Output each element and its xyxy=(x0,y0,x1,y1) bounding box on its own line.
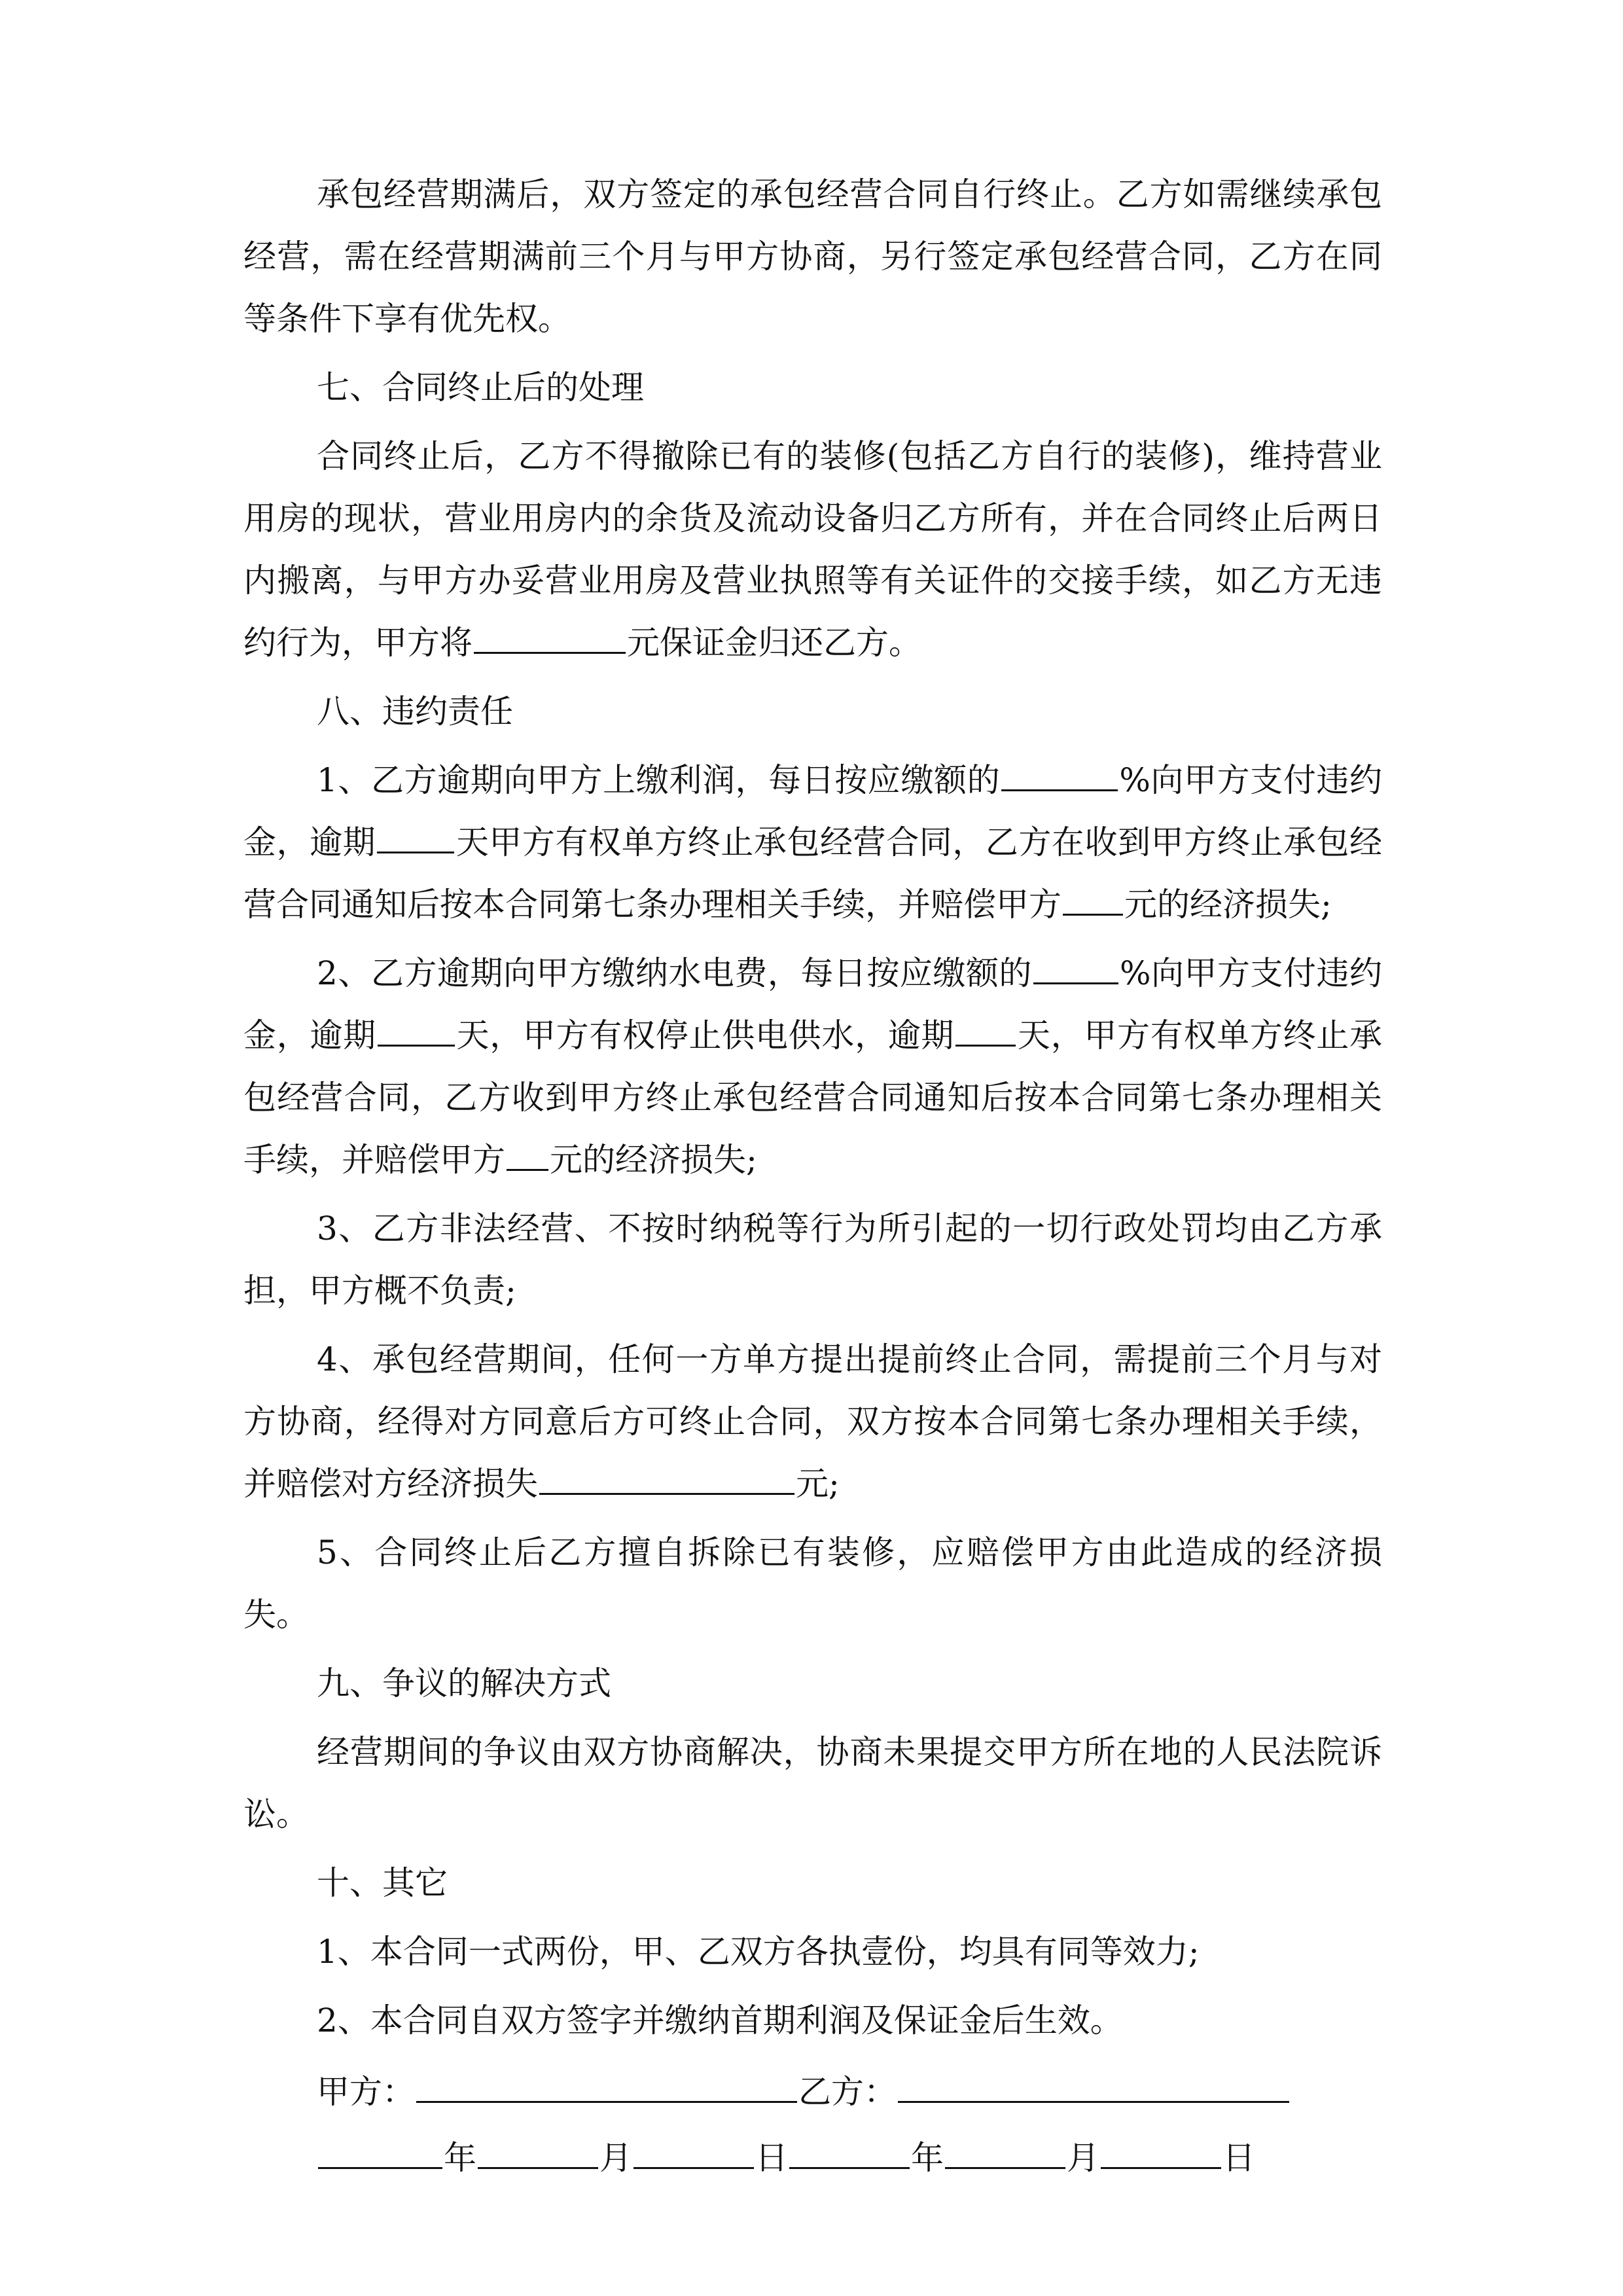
penalty-rate-blank xyxy=(1001,751,1118,791)
paragraph-termination-handling xyxy=(243,425,1382,674)
paragraph-breach-2 xyxy=(243,942,1382,1191)
text-segment: 天，甲方有权单方终止承包经营合同，乙方收到甲方终止承包经营合同通知后按本合同第七条办理相关手续，并赔偿甲方 xyxy=(243,1016,1383,1179)
text-segment: 元保证金归还乙方。 xyxy=(627,624,921,662)
paragraph-breach-5: 5、合同终止后乙方擅自拆除已有装修，应赔偿甲方由此造成的经济损失。 xyxy=(243,1534,1382,1634)
compensation-amount-blank xyxy=(539,1455,794,1495)
heading-section-10: 十、其它 xyxy=(317,1864,448,1902)
month-blank xyxy=(945,2129,1065,2169)
text-segment: 元的经济损失; xyxy=(1124,886,1332,924)
paragraph-contract-renewal: 承包经营期满后，双方签定的承包经营合同自行终止。乙方如需继续承包经营，需在经营期满前三个月与甲方协商，另行签定承包经营合同，乙方在同等条件下享有优先权。 xyxy=(243,175,1382,338)
overdue-days-blank xyxy=(378,1007,455,1047)
text-segment: 天，甲方有权停止供电供水，逾期 xyxy=(455,1016,955,1054)
text-segment: %向甲方支付违约金，逾期 xyxy=(243,761,1383,861)
day-blank xyxy=(1101,2129,1221,2169)
year-blank xyxy=(318,2129,442,2169)
signature-line xyxy=(243,2061,1382,2123)
date-line xyxy=(243,2127,1382,2189)
party-a-signature-blank xyxy=(416,2063,797,2103)
day-label: 日 xyxy=(755,2139,788,2177)
heading-section-9: 九、争议的解决方式 xyxy=(317,1664,611,1702)
paragraph-effective: 2、本合同自双方签字并缴纳首期利润及保证金后生效。 xyxy=(317,2001,1123,2039)
year-label: 年 xyxy=(444,2139,476,2177)
month-label: 月 xyxy=(599,2139,632,2177)
heading-section-7: 七、合同终止后的处理 xyxy=(317,368,644,406)
paragraph-breach-4 xyxy=(243,1329,1382,1515)
penalty-rate-blank xyxy=(1033,944,1118,984)
paragraph-copies: 1、本合同一式两份，甲、乙双方各执壹份，均具有同等效力; xyxy=(317,1933,1200,1971)
year-label: 年 xyxy=(911,2139,944,2177)
paragraph-breach-1 xyxy=(243,749,1382,936)
contract-body xyxy=(243,164,1382,2189)
overdue-days-blank xyxy=(377,814,454,853)
year-blank xyxy=(789,2129,910,2169)
text-segment: %向甲方支付违约金，逾期 xyxy=(243,954,1383,1054)
text-segment: 2、乙方逾期向甲方缴纳水电费，每日按应缴额的 xyxy=(317,954,1032,992)
overdue-days-blank xyxy=(955,1007,1016,1047)
party-b-signature-blank xyxy=(898,2063,1289,2103)
text-segment: 天甲方有权单方终止承包经营合同，乙方在收到甲方终止承包经营合同通知后按本合同第七条办理相关手续，并赔偿甲方 xyxy=(243,823,1382,924)
day-blank xyxy=(633,2129,754,2169)
day-label: 日 xyxy=(1222,2139,1255,2177)
text-segment: 元; xyxy=(796,1465,840,1503)
text-segment: 4、承包经营期间，任何一方单方提出提前终止合同，需提前三个月与对方协商，经得对方同意后方可终止合同，双方按本合同第七条办理相关手续，并赔偿对方经济损失 xyxy=(243,1340,1382,1503)
party-b-label: 乙方： xyxy=(798,2073,897,2111)
loss-amount-blank xyxy=(507,1131,548,1171)
heading-section-8: 八、违约责任 xyxy=(317,692,513,730)
text-segment: 1、乙方逾期向甲方上缴利润，每日按应缴额的 xyxy=(317,761,1001,799)
text-segment: 合同终止后，乙方不得撤除已有的装修(包括乙方自行的装修)，维持营业用房的现状，营业用房内的余货及流动设备归乙方所有，并在合同终止后两日内搬离，与甲方办妥营业用房及营业执照等有关证件的交接手续，如乙方无违约行为，甲方将 xyxy=(243,437,1382,662)
loss-amount-blank xyxy=(1063,876,1123,916)
month-blank xyxy=(478,2129,598,2169)
paragraph-breach-3: 3、乙方非法经营、不按时纳税等行为所引起的一切行政处罚均由乙方承担，甲方概不负责; xyxy=(243,1210,1382,1310)
paragraph-dispute-resolution: 经营期间的争议由双方协商解决，协商未果提交甲方所在地的人民法院诉讼。 xyxy=(243,1733,1382,1833)
party-a-label: 甲方： xyxy=(317,2073,415,2111)
text-segment: 元的经济损失; xyxy=(550,1141,757,1179)
month-label: 月 xyxy=(1067,2139,1099,2177)
deposit-amount-blank xyxy=(474,614,626,654)
